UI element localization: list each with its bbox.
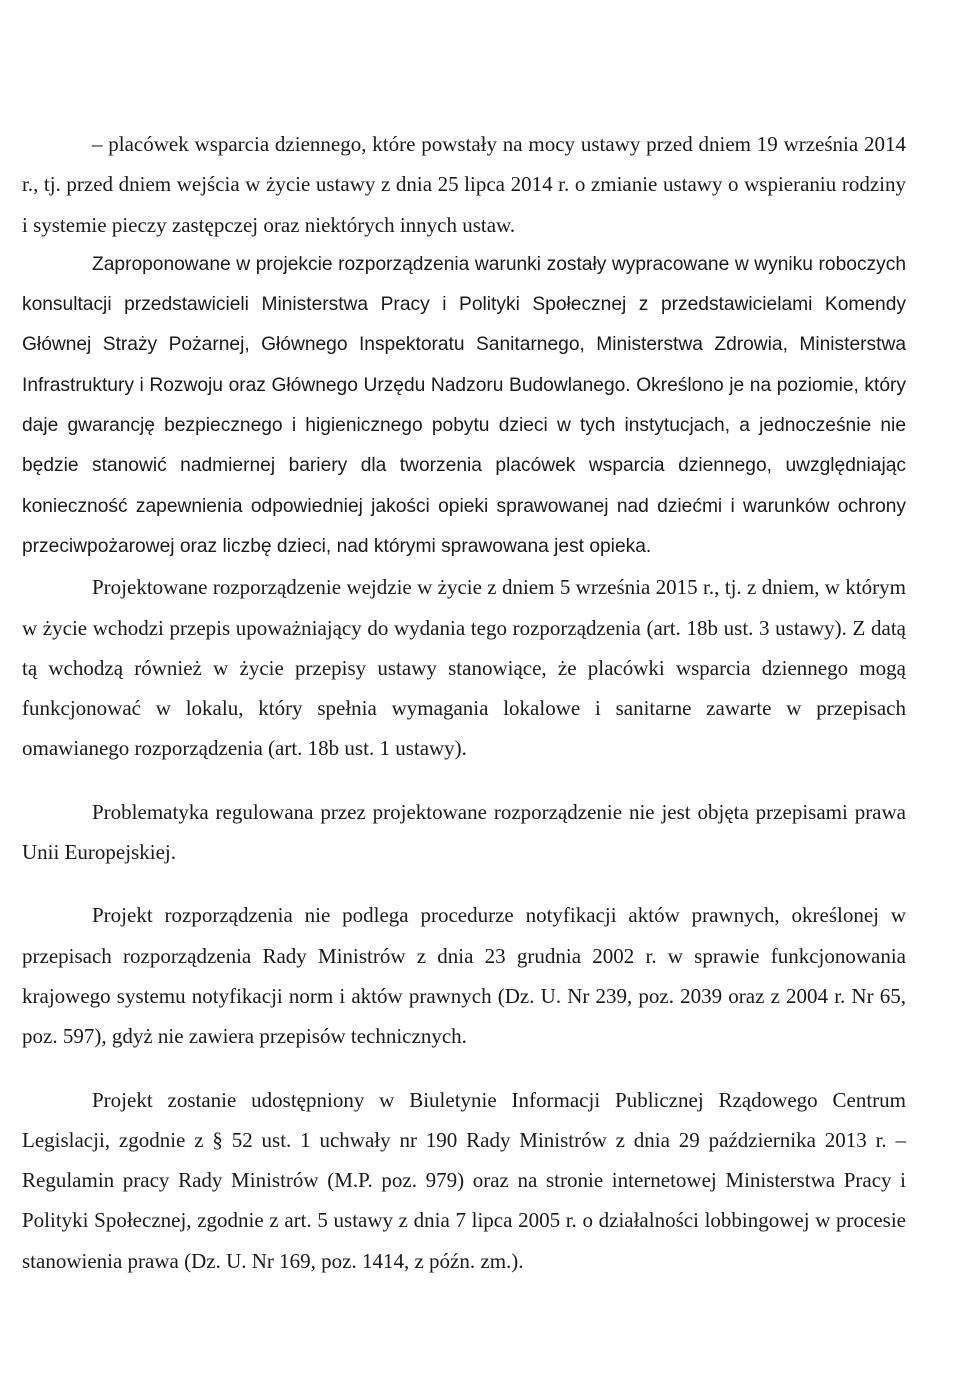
paragraph-notification: Projekt rozporządzenia nie podlega procedurze notyfikacji aktów prawnych, określonej w przepisach rozporządzenia Rady Ministrów z dnia 23 grudnia 2002 r. w sprawie funkcjonowania krajowego systemu notyfikacji norm i aktów prawnych (Dz. U. Nr 239, poz. 2039 oraz z 2004 r. Nr 65, poz. 597), gdyż nie zawiera przepisów technicznych. [22, 903, 906, 1049]
paragraph-placowki-list-item: – placówek wsparcia dziennego, które powstały na mocy ustawy przed dniem 19 września 2014 r., tj. przed dniem wejścia w życie ustawy z dnia 25 lipca 2014 r. o zmianie ustawy o wspieraniu rodziny i systemie pieczy zastępczej oraz niektórych innych ustaw. [22, 132, 906, 237]
paragraph-eu-law: Problematyka regulowana przez projektowane rozporządzenie nie jest objęta przepisami prawa Unii Europejskiej. [22, 799, 906, 865]
paragraph-entry-into-force: Projektowane rozporządzenie wejdzie w życie z dniem 5 września 2015 r., tj. z dniem, w którym w życie wchodzi przepis upoważniający do wydania tego rozporządzenia (art. 18b ust. 3 ustawy). Z datą tą wchodzą również w życie przepisy ustawy stanowiące, że placówki wsparcia dziennego mogą funkcjonować w lokalu, który spełnia wymagania lokalowe i sanitarne zawarte w przepisach omawianego rozporządzenia (art. 18b ust. 1 ustawy). [22, 575, 906, 761]
paragraph-consultations: Zaproponowane w projekcie rozporządzenia warunki zostały wypracowane w wyniku roboczych konsultacji przedstawicieli Ministerstwa Pracy i Polityki Społecznej z przedstawicielami Komendy Głównej Straży Pożarnej, Głównego Inspektoratu Sanitarnego, Ministerstwa Zdrowia, Ministerstwa Infrastruktury i Rozwoju oraz Głównego Urzędu Nadzoru Budowlanego. Określono je na poziomie, który daje gwarancję bezpiecznego i higienicznego pobytu dzieci w tych instytucjach, a jednocześnie nie będzie stanowić nadmiernej bariery dla tworzenia placówek wsparcia dziennego, uwzględniając konieczność zapewnienia odpowiedniej jakości opieki sprawowanej nad dziećmi i warunków ochrony przeciwpożarowej oraz liczbę dzieci, nad którymi sprawowana jest opieka. [22, 253, 906, 557]
paragraph-publication: Projekt zostanie udostępniony w Biuletynie Informacji Publicznej Rządowego Centrum Legislacji, zgodnie z § 52 ust. 1 uchwały nr 190 Rady Ministrów z dnia 29 października 2013 r. – Regulamin pracy Rady Ministrów (M.P. poz. 979) oraz na stronie internetowej Ministerstwa Pracy i Polityki Społecznej, zgodnie z art. 5 ustawy z dnia 7 lipca 2005 r. o działalności lobbingowej w procesie stanowienia prawa (Dz. U. Nr 169, poz. 1414, z późn. zm.). [22, 1087, 906, 1273]
document-page [22, 124, 906, 1281]
